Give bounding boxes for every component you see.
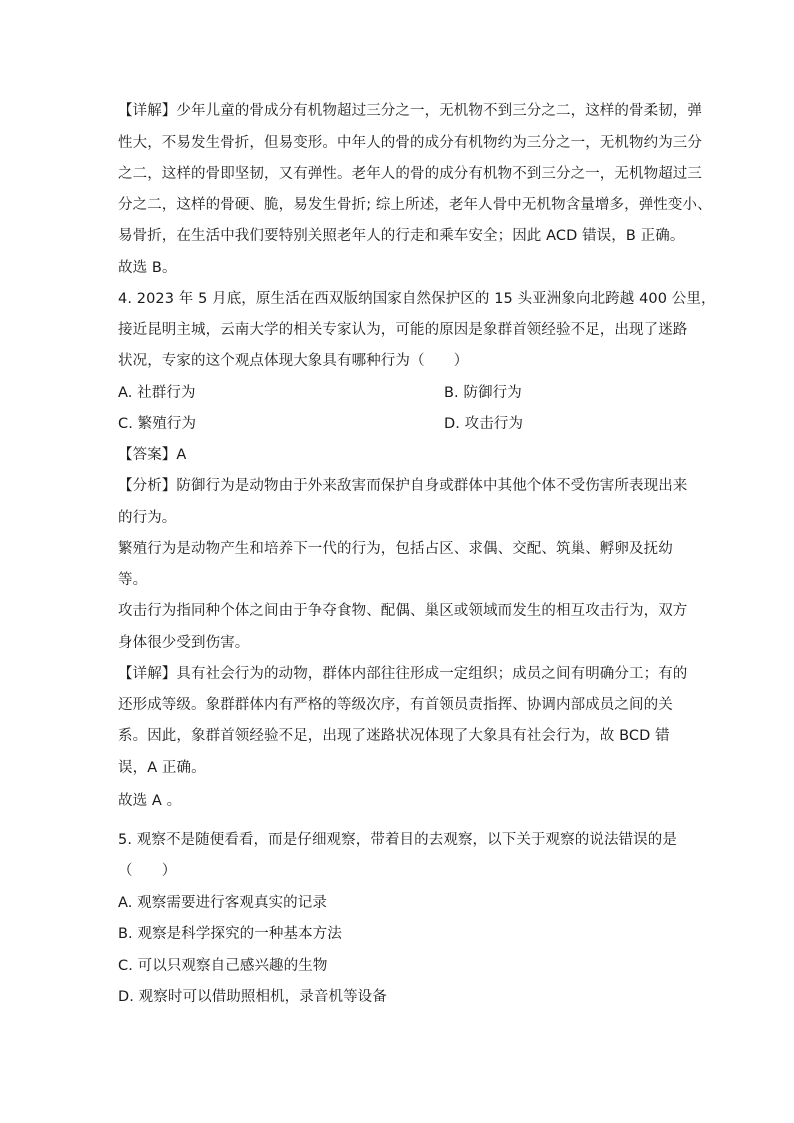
q5-option-c: C. 可以只观察自己感兴趣的生物 — [118, 958, 328, 974]
q4-option-c: C. 繁殖行为 — [118, 416, 197, 432]
q4-detail-line-1: 【详解】具有社会行为的动物，群体内部往往形成一定组织；成员之间有明确分工；有的 — [118, 666, 688, 682]
detail-1-conclusion: 故选 B。 — [118, 260, 177, 276]
q5-option-b: B. 观察是科学探究的一种基本方法 — [118, 926, 342, 942]
q4-stem-line-1: 4. 2023 年 5 月底，原生活在西双版纳国家自然保护区的 15 头亚洲象向北跨越 400 公里， — [118, 291, 716, 307]
q4-analysis-line-6: 身体很少受到伤害。 — [118, 635, 250, 651]
detail-1-line-2: 性大，不易发生骨折，但易变形。中年人的骨的成分有机物约为三分之一，无机物约为三分 — [118, 135, 702, 151]
q4-option-a: A. 社群行为 — [118, 385, 196, 401]
detail-1-line-5: 易骨折，在生活中我们要特别关照老年人的行走和乘车安全；因此 ACD 错误，B 正确。 — [118, 228, 685, 244]
q4-analysis-line-1: 【分析】防御行为是动物由于外来敌害而保护自身或群体中其他个体不受伤害所表现出来 — [118, 478, 688, 494]
q4-analysis-line-5: 攻击行为指同种个体之间由于争夺食物、配偶、巢区或领域而发生的相互攻击行为，双方 — [118, 603, 688, 619]
q4-conclusion: 故选 A 。 — [118, 793, 182, 809]
q5-option-a: A. 观察需要进行客观真实的记录 — [118, 895, 327, 911]
q4-option-d: D. 攻击行为 — [444, 416, 524, 432]
q5-stem-line-1: 5. 观察不是随便看看，而是仔细观察，带着目的去观察，以下关于观察的说法错误的是 — [118, 832, 677, 848]
q4-option-b: B. 防御行为 — [444, 385, 522, 401]
q4-detail-line-2: 还形成等级。象群群体内有严格的等级次序，有首领员责指挥、协调内部成员之间的关 — [118, 697, 673, 713]
q5-stem-line-2: （ ） — [118, 863, 177, 879]
q4-analysis-line-4: 等。 — [118, 572, 148, 588]
q4-detail-line-4: 误，A 正确。 — [118, 760, 206, 776]
q4-detail-line-3: 系。因此，象群首领经验不足，出现了迷路状况体现了大象具有社会行为，故 BCD 错 — [118, 728, 670, 744]
detail-1-line-4: 分之二，这样的骨硬、脆，易发生骨折; 综上所述，老年人骨中无机物含量增多，弹性变小、 — [118, 197, 712, 213]
q4-analysis-line-3: 繁殖行为是动物产生和培养下一代的行为，包括占区、求偶、交配、筑巢、孵卵及抚幼 — [118, 541, 673, 557]
detail-1-line-1: 【详解】少年儿童的骨成分有机物超过三分之一，无机物不到三分之二，这样的骨柔韧，弹 — [118, 103, 702, 119]
detail-1-line-3: 之二，这样的骨即坚韧，又有弹性。老年人的骨的成分有机物不到三分之一，无机物超过三 — [118, 166, 702, 182]
q4-answer: 【答案】A — [118, 447, 187, 463]
q4-stem-line-2: 接近昆明主城，云南大学的相关专家认为，可能的原因是象群首领经验不足，出现了迷路 — [118, 322, 688, 338]
q4-analysis-line-2: 的行为。 — [118, 510, 177, 526]
q4-stem-line-3: 状况，专家的这个观点体现大象具有哪种行为（ ） — [118, 353, 469, 369]
q5-option-d: D. 观察时可以借助照相机，录音机等设备 — [118, 989, 387, 1005]
